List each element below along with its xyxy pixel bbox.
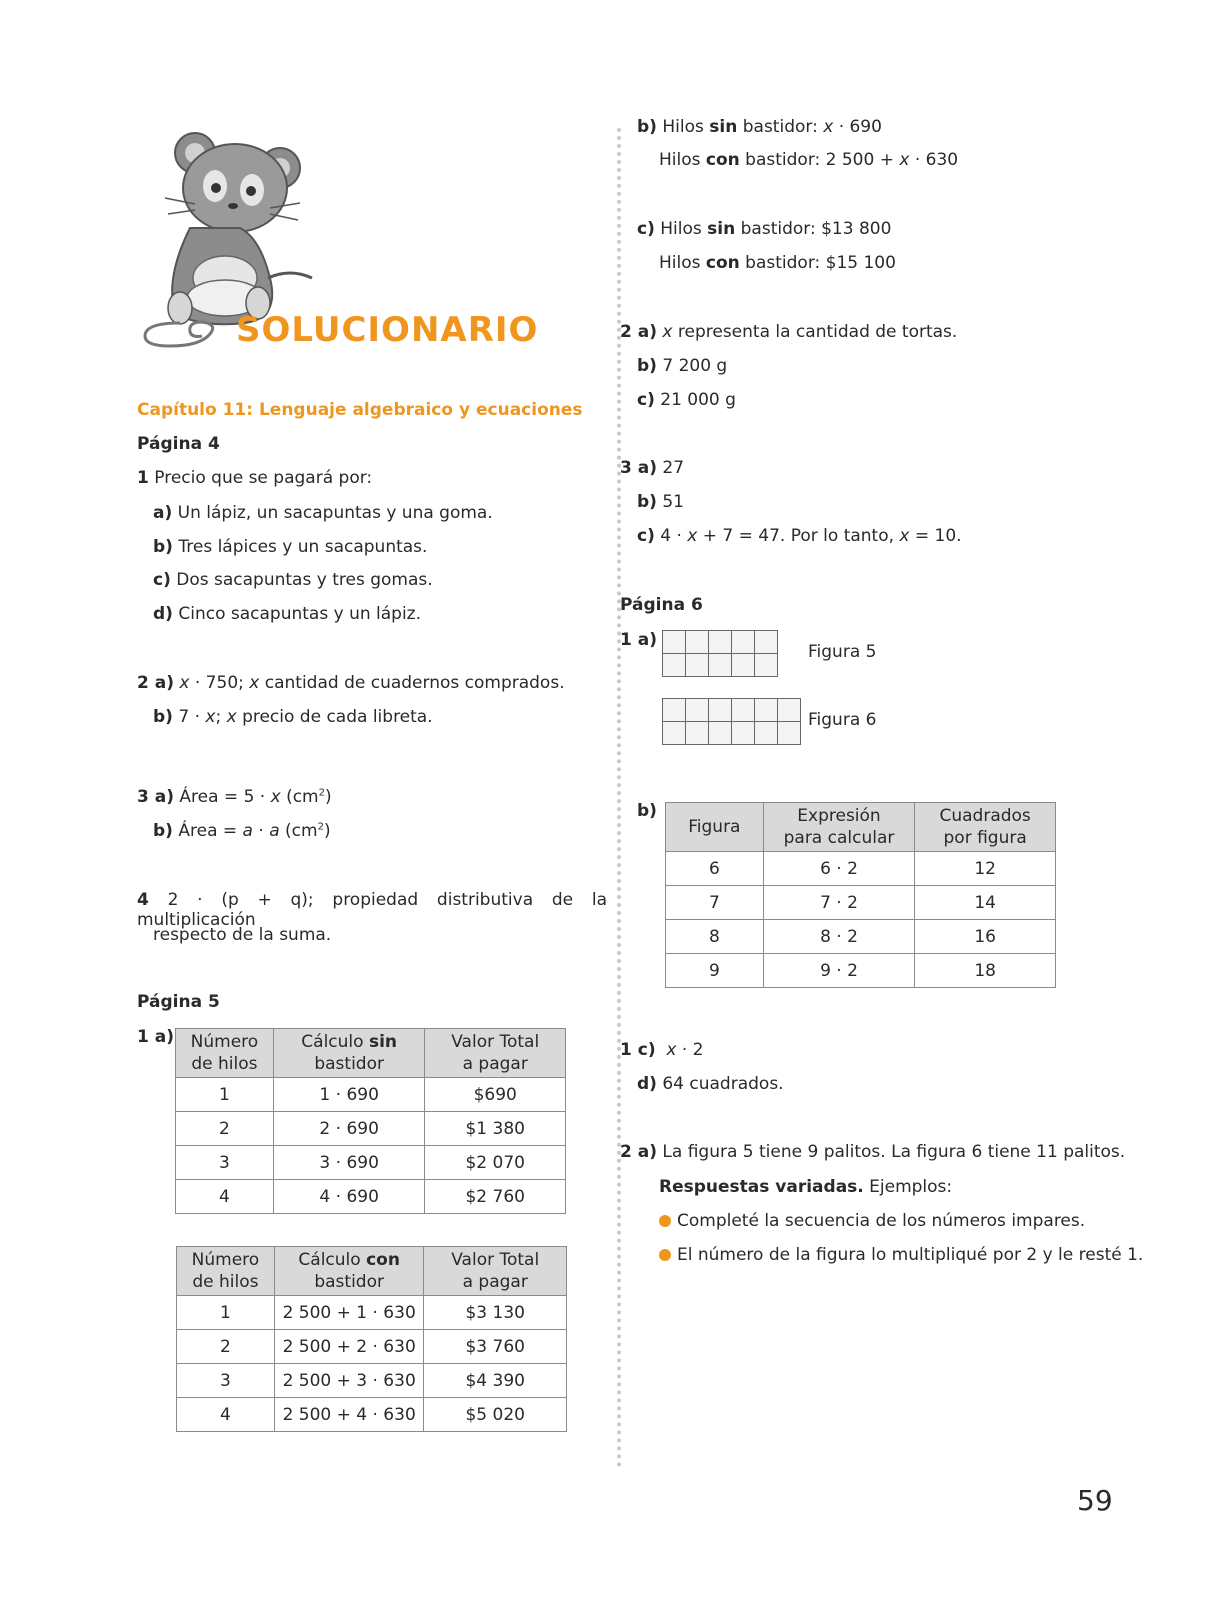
c-con-line: Hilos con bastidor: $15 100 <box>659 253 896 273</box>
r-q2c-line: c) 21 000 g <box>637 390 736 410</box>
table-row: 4 2 500 + 4 · 630 $5 020 <box>177 1398 567 1432</box>
header-cuadrados: Cuadrados por figura <box>915 803 1056 852</box>
figura-6-label: Figura 6 <box>808 710 877 730</box>
q4-line1: 4 2 · (p + q); propiedad distributiva de la multiplicación <box>137 890 608 930</box>
q4-line2: respecto de la suma. <box>153 925 332 945</box>
chapter-heading: Capítulo 11: Lenguaje algebraico y ecuaciones <box>137 400 583 420</box>
table-row: 3 3 · 690 $2 070 <box>176 1146 566 1180</box>
q1c-line: c) Dos sacapuntas y tres gomas. <box>153 570 433 590</box>
q3b-line: b) Área = a · a $(cm^2)$ <box>153 821 331 841</box>
r-q1b-label: b) <box>637 801 657 821</box>
orange-dot-icon <box>659 1249 671 1261</box>
header-expresion: Expresión para calcular <box>763 803 915 852</box>
table-row: 2 2 · 690 $1 380 <box>176 1112 566 1146</box>
table-figuras <box>665 802 1056 988</box>
header-valor-total: Valor Total a pagar <box>424 1247 567 1296</box>
table-con-bastidor <box>176 1246 567 1432</box>
header-valor-total: Valor Total a pagar <box>425 1029 566 1078</box>
table-row: 8 8 · 2 16 <box>666 920 1056 954</box>
respuestas-line: Respuestas variadas. Ejemplos: <box>659 1177 953 1197</box>
figura-5-grid <box>662 630 778 677</box>
table-row: 9 9 · 2 18 <box>666 954 1056 988</box>
table-row: 1 1 · 690 $690 <box>176 1078 566 1112</box>
r-q2b-line: b) 7 200 g <box>637 356 728 376</box>
q1d-line: d) Cinco sacapuntas y un lápiz. <box>153 604 421 624</box>
orange-dot-icon <box>659 1215 671 1227</box>
table-row: 4 4 · 690 $2 760 <box>176 1180 566 1214</box>
q1a-page5-label: 1 a) <box>137 1027 174 1047</box>
r-q1a-label: 1 a) <box>620 630 657 650</box>
q2b-line: b) 7 · x; x precio de cada libreta. <box>153 707 433 727</box>
c-sin-line: c) Hilos sin bastidor: $13 800 <box>637 219 892 239</box>
b-con-line: Hilos con bastidor: 2 500 + x · 630 <box>659 150 959 170</box>
page-6-heading: Página 6 <box>620 595 703 615</box>
r-q3c-line: c) 4 · x + 7 = 47. Por lo tanto, x = 10. <box>637 526 962 546</box>
r-q1c-line: 1 c) x · 2 <box>620 1040 704 1060</box>
page-title: SOLUCIONARIO <box>236 310 539 350</box>
table-sin-bastidor <box>175 1028 566 1214</box>
r-q3b-line: b) 51 <box>637 492 684 512</box>
q2a-line: 2 a) x · 750; x cantidad de cuadernos comprados. <box>137 673 565 693</box>
r-q2a6-line: 2 a) La figura 5 tiene 9 palitos. La figura 6 tiene 11 palitos. <box>620 1142 1126 1162</box>
r-q2a-line: 2 a) x representa la cantidad de tortas. <box>620 322 958 342</box>
page-number: 59 <box>1077 1484 1113 1517</box>
bullet-item-2: El número de la figura lo multipliqué por 2 y le resté 1. <box>659 1245 1143 1265</box>
bullet-item-1: Completé la secuencia de los números impares. <box>659 1211 1085 1231</box>
page-4-heading: Página 4 <box>137 434 220 454</box>
header-numero-hilos: Número de hilos <box>177 1247 275 1296</box>
table-row: 1 2 500 + 1 · 630 $3 130 <box>177 1296 567 1330</box>
page-5-heading: Página 5 <box>137 992 220 1012</box>
table-row: 2 2 500 + 2 · 630 $3 760 <box>177 1330 567 1364</box>
header-numero-hilos: Número de hilos <box>176 1029 274 1078</box>
q1a-line: a) Un lápiz, un sacapuntas y una goma. <box>153 503 493 523</box>
header-calculo-con: Cálculo con bastidor <box>274 1247 424 1296</box>
figura-6-grid <box>662 698 801 745</box>
table-row: 7 7 · 2 14 <box>666 886 1056 920</box>
q3a-line: 3 a) Área = 5 · x $(cm^2)$ <box>137 787 332 807</box>
r-q1d-line: d) 64 cuadrados. <box>637 1074 784 1094</box>
q1-line: 1 Precio que se pagará por: <box>137 468 373 488</box>
b-sin-line: b) Hilos sin bastidor: x · 690 <box>637 117 882 137</box>
q1b-line: b) Tres lápices y un sacapuntas. <box>153 537 428 557</box>
table-row: 6 6 · 2 12 <box>666 852 1056 886</box>
header-figura: Figura <box>666 803 764 852</box>
header-calculo-sin: Cálculo sin bastidor <box>273 1029 425 1078</box>
table-row: 3 2 500 + 3 · 630 $4 390 <box>177 1364 567 1398</box>
figura-5-label: Figura 5 <box>808 642 877 662</box>
r-q3a-line: 3 a) 27 <box>620 458 685 478</box>
